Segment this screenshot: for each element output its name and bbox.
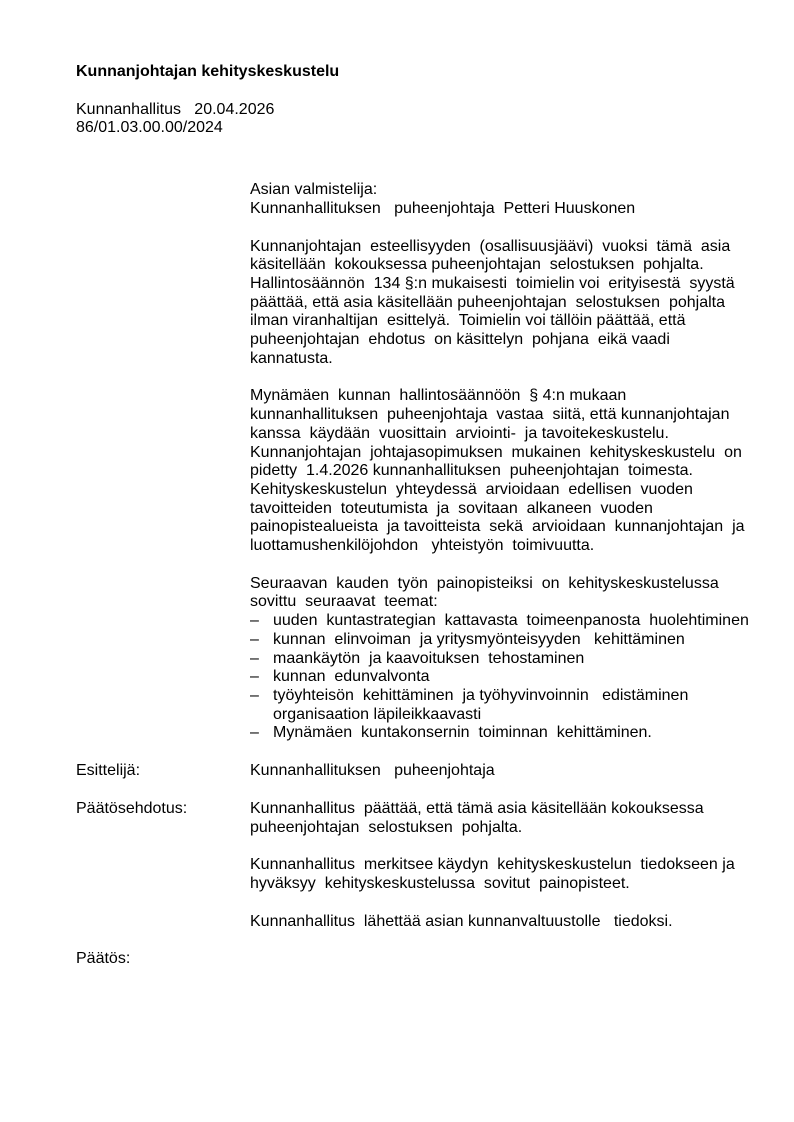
- text-line: luottamushenkilöjohdon yhteistyön toimivuutta.: [250, 537, 595, 555]
- text-line: pidetty 1.4.2026 kunnanhallituksen puheenjohtajan toimesta.: [250, 462, 693, 480]
- paragraph-focus-themes: [250, 575, 764, 743]
- text-line: Kunnanjohtajan johtajasopimuksen mukainen kehityskeskustelu on: [250, 443, 742, 461]
- paragraph-disqualification: [250, 238, 764, 369]
- text-line: kanssa käydään vuosittain arviointi- ja tavoitekeskustelu.: [250, 424, 669, 442]
- text-line: puheenjohtajan ehdotus on käsittelyn pohjana eikä vaadi: [250, 331, 670, 349]
- bullet-dash: –: [250, 668, 259, 686]
- bullet-dash: –: [250, 630, 259, 648]
- list-item: [250, 668, 764, 687]
- preparer-heading: Asian valmistelija:: [250, 181, 378, 199]
- bullet-indent: [250, 706, 273, 725]
- paragraph-note-discussion: [250, 856, 764, 893]
- text-line: Seuraavan kauden työn painopisteiksi on kehityskeskustelussa: [250, 574, 719, 592]
- text-line: Mynämäen kunnan hallintosäännöön § 4:n mukaan: [250, 387, 627, 405]
- bullet-dash: –: [250, 649, 259, 667]
- list-item-text: kunnan elinvoiman ja yritysmyönteisyyden kehittäminen: [273, 630, 685, 648]
- committee-date-line: Kunnanhallitus 20.04.2026: [76, 100, 275, 118]
- list-item-text: kunnan edunvalvonta: [273, 668, 430, 686]
- text-line: Kunnanhallitus merkitsee käydyn kehityskeskustelun tiedokseen ja: [250, 856, 735, 874]
- text-line: käsitellään kokouksessa puheenjohtajan selostuksen pohjalta.: [250, 256, 704, 274]
- presenter-value: Kunnanhallituksen puheenjohtaja: [250, 762, 495, 780]
- presenter-row: [76, 762, 764, 781]
- text-line: kunnanhallituksen puheenjohtaja vastaa siitä, että kunnanjohtajan: [250, 406, 730, 424]
- preparer-section: [250, 181, 764, 218]
- list-item-continuation: [250, 706, 764, 725]
- decision-proposal-text: [250, 800, 764, 837]
- decision-row: [76, 950, 764, 969]
- case-number-line: 86/01.03.00.00/2024: [76, 119, 223, 137]
- bullet-dash: –: [250, 724, 259, 742]
- meta-block: [76, 101, 764, 138]
- text-line: kannatusta.: [250, 349, 333, 367]
- text-line: tavoitteiden toteutumista ja sovitaan alkaneen vuoden: [250, 499, 653, 517]
- list-item-text: Mynämäen kuntakonsernin toiminnan kehittäminen.: [273, 724, 652, 742]
- paragraph-forward-to-council: [250, 913, 764, 932]
- text-line: Kunnanjohtajan esteellisyyden (osallisuusjäävi) vuoksi tämä asia: [250, 237, 731, 255]
- document-title: Kunnanjohtajan kehityskeskustelu: [76, 63, 340, 80]
- list-item-text: työyhteisön kehittäminen ja työhyvinvoinnin edistäminen: [273, 686, 689, 704]
- decision-label: Päätös:: [76, 950, 131, 968]
- list-item: [250, 612, 764, 631]
- text-line: hyväksyy kehityskeskustelussa sovitut painopisteet.: [250, 874, 630, 892]
- preparer-name: Kunnanhallituksen puheenjohtaja Petteri Huuskonen: [250, 199, 636, 217]
- text-line: painopistealueista ja tavoitteista sekä arvioidaan kunnanjohtajan ja: [250, 518, 745, 536]
- text-line: sovittu seuraavat teemat:: [250, 593, 438, 611]
- bullet-dash: –: [250, 686, 259, 704]
- text-line: Hallintosäännön 134 §:n mukaisesti toimielin voi erityisestä syystä: [250, 274, 735, 292]
- text-line: Kunnanhallitus päättää, että tämä asia käsitellään kokouksessa: [250, 799, 704, 817]
- bullet-dash: –: [250, 612, 259, 630]
- list-item: [250, 724, 764, 743]
- decision-proposal-label: Päätösehdotus:: [76, 799, 188, 817]
- text-line: puheenjohtajan selostuksen pohjalta.: [250, 818, 523, 836]
- text-line: ilman viranhaltijan esittelyä. Toimielin voi tällöin päättää, että: [250, 312, 686, 330]
- list-item: [250, 650, 764, 669]
- text-line: Kunnanhallitus lähettää asian kunnanvaltuustolle tiedoksi.: [250, 912, 673, 930]
- decision-value-empty: [250, 950, 764, 969]
- list-item: [250, 631, 764, 650]
- list-item-text: organisaation läpileikkaavasti: [273, 705, 482, 723]
- paragraph-discussion-background: [250, 387, 764, 555]
- list-item-text: maankäytön ja kaavoituksen tehostaminen: [273, 649, 585, 667]
- text-line: päättää, että asia käsitellään puheenjohtajan selostuksen pohjalta: [250, 293, 726, 311]
- presenter-label: Esittelijä:: [76, 762, 141, 780]
- text-line: Kehityskeskustelun yhteydessä arvioidaan edellisen vuoden: [250, 480, 693, 498]
- decision-proposal-row: [76, 800, 764, 837]
- list-item: [250, 687, 764, 706]
- list-item-text: uuden kuntastrategian kattavasta toimeenpanosta huolehtiminen: [273, 612, 749, 630]
